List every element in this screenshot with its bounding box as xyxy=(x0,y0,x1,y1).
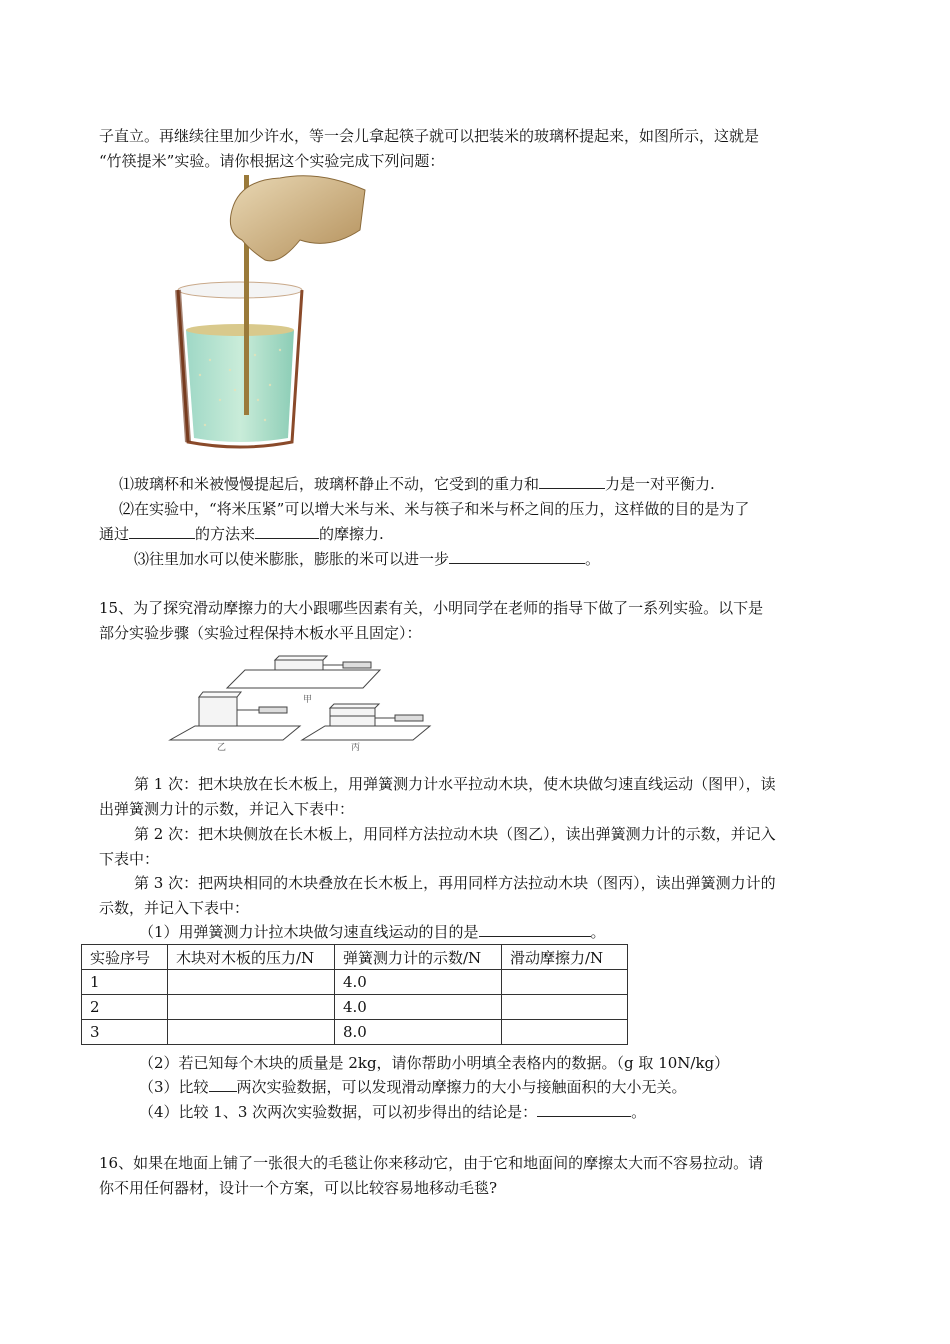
chopstick-rice-figure xyxy=(170,170,370,460)
fig-label-bing: 丙 xyxy=(351,743,361,753)
q14-sub1-blank[interactable] xyxy=(539,474,605,489)
table-cell-blank[interactable] xyxy=(502,970,628,995)
q15-sub3-text-b: 两次实验数据，可以发现滑动摩擦力的大小与接触面积的大小无关。 xyxy=(236,1078,687,1096)
q14-sub2-blank2[interactable] xyxy=(255,524,319,539)
q15-line2: 部分实验步骤（实验过程保持木板水平且固定）： xyxy=(99,624,422,642)
q15-step2-line2: 下表中： xyxy=(99,850,160,868)
table-cell: 4.0 xyxy=(335,995,502,1020)
q15-sub1-blank[interactable] xyxy=(479,922,591,937)
q14-sub2-text-c: 的摩擦力. xyxy=(319,525,384,543)
table-header-cell: 弹簧测力计的示数/N xyxy=(335,945,502,970)
q15-sub3 xyxy=(139,1077,687,1097)
q15-sub4-text-b: 。 xyxy=(631,1103,647,1121)
fig-label-yi: 乙 xyxy=(217,743,227,753)
experiment-table xyxy=(81,944,628,1045)
q15-step1-line1: 第 1 次：把木块放在长木板上，用弹簧测力计水平拉动木块，使木块做匀速直线运动（图甲），读 xyxy=(134,775,776,793)
q14-sub1 xyxy=(119,474,715,494)
q15-step1-line2: 出弹簧测力计的示数，并记入下表中： xyxy=(99,800,355,818)
q14-sub2-text-a: 通过 xyxy=(99,525,130,543)
q15-step3-line1: 第 3 次：把两块相同的木块叠放在长木板上，再用同样方法拉动木块（图丙），读出弹簧测力计的 xyxy=(134,874,776,892)
table-cell: 8.0 xyxy=(335,1020,502,1045)
q15-sub4 xyxy=(139,1102,646,1122)
table-header-cell: 木块对木板的压力/N xyxy=(168,945,335,970)
q15-sub1-text-b: 。 xyxy=(590,923,606,941)
q15-sub4-blank[interactable] xyxy=(537,1102,631,1117)
q14-sub2-line2 xyxy=(99,524,384,544)
fig-label-jia: 甲 xyxy=(303,695,313,705)
table-cell-blank[interactable] xyxy=(168,970,335,995)
table-cell-blank[interactable] xyxy=(502,995,628,1020)
q16-line2: 你不用任何器材，设计一个方案，可以比较容易地移动毛毯? xyxy=(99,1179,498,1197)
q14-intro-line2: “竹筷提米”实验。请你根据这个实验完成下列问题： xyxy=(99,152,445,170)
table-row xyxy=(82,995,628,1020)
friction-experiment-figure xyxy=(165,648,435,753)
q15-line1: 15、为了探究滑动摩擦力的大小跟哪些因素有关，小明同学在老师的指导下做了一系列实验。以下是 xyxy=(99,599,764,617)
q14-sub3-text-b: 。 xyxy=(585,550,601,568)
table-cell-blank[interactable] xyxy=(502,1020,628,1045)
table-cell: 3 xyxy=(82,1020,168,1045)
q14-sub3-text-a: ⑶往里加水可以使米膨胀，膨胀的米可以进一步 xyxy=(134,550,450,568)
table-cell: 1 xyxy=(82,970,168,995)
table-header-row xyxy=(82,945,628,970)
table-row xyxy=(82,1020,628,1045)
q15-sub3-text-a: （3）比较 xyxy=(139,1078,209,1096)
table-cell-blank[interactable] xyxy=(168,1020,335,1045)
table-cell-blank[interactable] xyxy=(168,995,335,1020)
q15-sub4-text-a: （4）比较 1、3 次两次实验数据，可以初步得出的结论是： xyxy=(139,1103,538,1121)
q14-intro-line1: 子直立。再继续往里加少许水，等一会儿拿起筷子就可以把装米的玻璃杯提起来，如图所示，这就是 xyxy=(99,127,760,145)
table-cell: 4.0 xyxy=(335,970,502,995)
q15-sub1 xyxy=(139,922,606,942)
q14-sub2-line1: ⑵在实验中，“将米压紧”可以增大米与米、米与筷子和米与杯之间的压力，这样做的目的是为了 xyxy=(119,500,750,518)
q14-sub1-text-a: ⑴玻璃杯和米被慢慢提起后，玻璃杯静止不动，它受到的重力和 xyxy=(119,475,540,493)
table-header-cell: 滑动摩擦力/N xyxy=(502,945,628,970)
table-cell: 2 xyxy=(82,995,168,1020)
table-header-cell: 实验序号 xyxy=(82,945,168,970)
q16-line1: 16、如果在地面上铺了一张很大的毛毯让你来移动它，由于它和地面间的摩擦太大而不容易拉动。请 xyxy=(99,1154,764,1172)
q15-step2-line1: 第 2 次：把木块侧放在长木板上，用同样方法拉动木块（图乙），读出弹簧测力计的示数，并记入 xyxy=(134,825,776,843)
q15-sub1-text-a: （1）用弹簧测力计拉木块做匀速直线运动的目的是 xyxy=(139,923,479,941)
q14-sub2-blank1[interactable] xyxy=(129,524,195,539)
q15-step3-line2: 示数，并记入下表中： xyxy=(99,899,250,917)
q14-sub2-text-b: 的方法来 xyxy=(195,525,256,543)
table-row xyxy=(82,970,628,995)
q15-sub3-blank[interactable] xyxy=(209,1077,237,1092)
q14-sub1-text-b: 力是一对平衡力. xyxy=(605,475,715,493)
q14-sub3 xyxy=(134,549,600,569)
q15-sub2: （2）若已知每个木块的质量是 2kg，请你帮助小明填全表格内的数据。（g 取 10N/kg） xyxy=(139,1054,730,1072)
q14-sub3-blank[interactable] xyxy=(449,549,585,564)
